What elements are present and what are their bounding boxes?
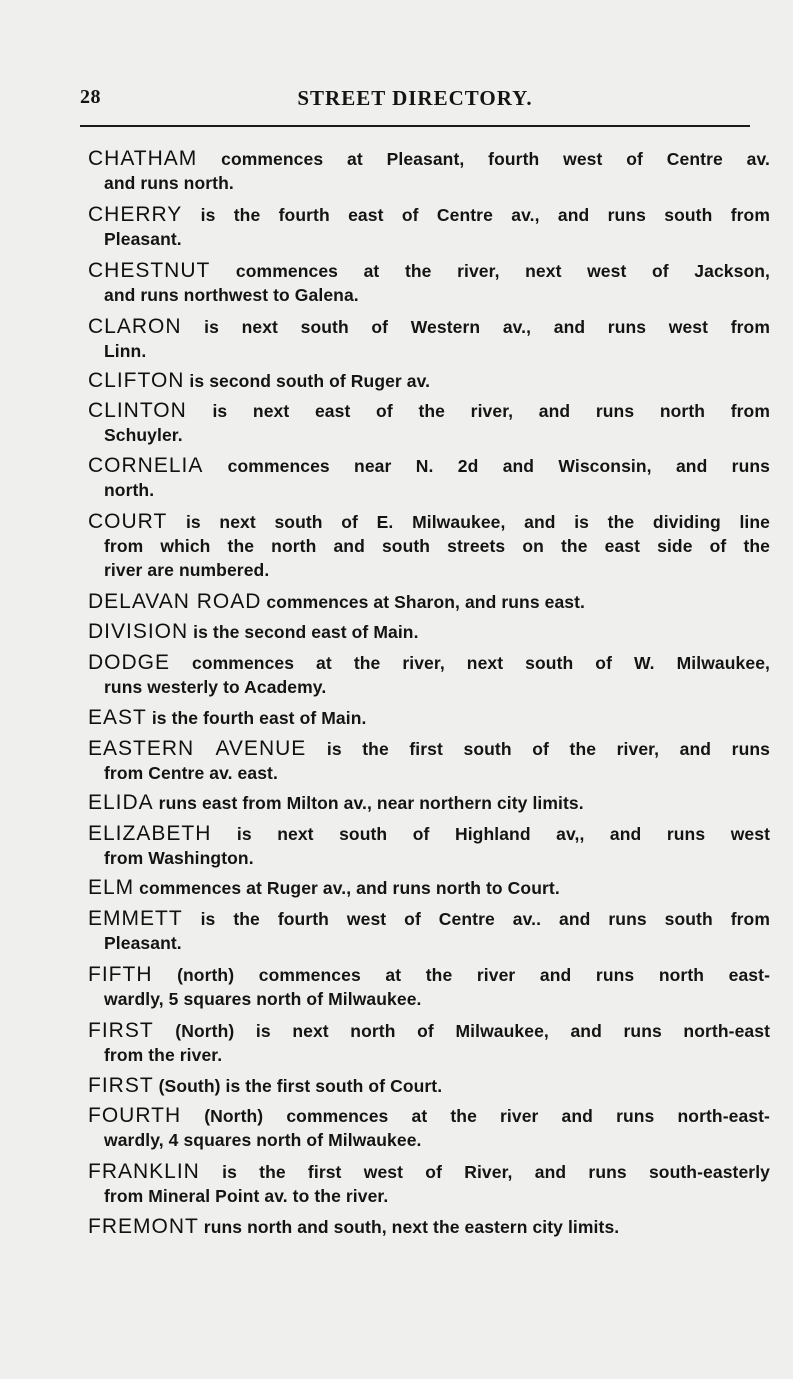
- street-name: CLINTON: [88, 399, 187, 422]
- entry-text: is next east of the river, and runs north from: [186, 401, 770, 421]
- entry-text: from the river.: [104, 1045, 223, 1065]
- street-entry: [88, 1019, 770, 1067]
- street-name: CHATHAM: [88, 147, 198, 170]
- entry-text: is the fourth east of Main.: [146, 708, 367, 728]
- street-entry: [88, 706, 770, 730]
- street-entry: [88, 369, 770, 393]
- street-entry: [88, 147, 770, 195]
- street-name: CHERRY: [88, 203, 183, 226]
- street-name: DODGE: [88, 651, 171, 674]
- entry-text: Linn.: [104, 341, 147, 361]
- entry-text: Pleasant.: [104, 933, 182, 953]
- street-name: CORNELIA: [88, 454, 204, 477]
- entry-text: is next south of Highland av,, and runs west: [211, 824, 770, 844]
- entry-text: is the first south of the river, and runs: [306, 739, 770, 759]
- street-name: EAST: [88, 706, 147, 729]
- entry-text: commences at Pleasant, fourth west of Centre av.: [197, 149, 770, 169]
- street-name: CLARON: [88, 315, 182, 338]
- entry-text: runs north and south, next the eastern city limits.: [198, 1217, 620, 1237]
- entry-text: (North) is next north of Milwaukee, and runs north-east: [153, 1021, 770, 1041]
- street-entry: [88, 822, 770, 870]
- street-name: DIVISION: [88, 620, 189, 643]
- entry-text: is the fourth west of Centre av.. and runs south from: [182, 909, 770, 929]
- entry-text: and runs northwest to Galena.: [104, 285, 359, 305]
- entry-text: is the second east of Main.: [188, 622, 419, 642]
- entry-text: from Mineral Point av. to the river.: [104, 1186, 389, 1206]
- entry-text: runs westerly to Academy.: [104, 677, 327, 697]
- street-entry: [88, 1215, 770, 1239]
- street-entry: [88, 651, 770, 699]
- entry-text: (South) is the first south of Court.: [153, 1076, 443, 1096]
- entry-text: (north) commences at the river and runs north east-: [152, 965, 770, 985]
- entry-text: is second south of Ruger av.: [184, 371, 431, 391]
- entry-text: commences at Sharon, and runs east.: [261, 592, 586, 612]
- street-name: ELIDA: [88, 791, 154, 814]
- street-name: FIRST: [88, 1019, 154, 1042]
- entry-text: commences at Ruger av., and runs north to Court.: [134, 878, 560, 898]
- entry-text: is next south of Western av., and runs west from: [181, 317, 770, 337]
- page-number: 28: [80, 86, 101, 108]
- street-entry: [88, 399, 770, 447]
- entry-text: is the fourth east of Centre av., and runs south from: [182, 205, 770, 225]
- street-entry: [88, 907, 770, 955]
- street-name: CLIFTON: [88, 369, 185, 392]
- street-entry: [88, 737, 770, 785]
- entry-text: (North) commences at the river and runs north-east-: [181, 1106, 770, 1126]
- street-entry: [88, 876, 770, 900]
- entry-text: is next south of E. Milwaukee, and is the dividing line: [167, 512, 770, 532]
- street-entry: [88, 1104, 770, 1152]
- header-rule: [80, 125, 750, 127]
- entry-text: from Centre av. east.: [104, 763, 278, 783]
- entry-text: wardly, 4 squares north of Milwaukee.: [104, 1130, 422, 1150]
- street-name: FRANKLIN: [88, 1160, 200, 1183]
- street-entry: [88, 1160, 770, 1208]
- street-name: ELIZABETH: [88, 822, 212, 845]
- entry-text: Schuyler.: [104, 425, 183, 445]
- street-name: EASTERN AVENUE: [88, 737, 307, 760]
- street-name: ELM: [88, 876, 135, 899]
- entry-text: wardly, 5 squares north of Milwaukee.: [104, 989, 422, 1009]
- entry-text: and runs north.: [104, 173, 234, 193]
- street-name: FIRST: [88, 1074, 154, 1097]
- street-entry: [88, 963, 770, 1011]
- street-name: COURT: [88, 510, 168, 533]
- entry-text: commences near N. 2d and Wisconsin, and runs: [203, 456, 770, 476]
- street-name: FREMONT: [88, 1215, 199, 1238]
- street-name: DELAVAN ROAD: [88, 590, 262, 613]
- entry-text: from Washington.: [104, 848, 254, 868]
- street-name: FIFTH: [88, 963, 153, 986]
- entry-text: runs east from Milton av., near northern city limits.: [153, 793, 584, 813]
- street-entry: [88, 590, 770, 614]
- entry-text: north.: [104, 480, 155, 500]
- street-entry: [88, 259, 770, 307]
- street-entry: [88, 620, 770, 644]
- street-entry: [88, 203, 770, 251]
- entry-text: river are numbered.: [104, 560, 270, 580]
- entry-text: commences at the river, next south of W. Milwaukee,: [170, 653, 770, 673]
- entry-text: is the first west of River, and runs south-easterly: [199, 1162, 770, 1182]
- street-name: CHESTNUT: [88, 259, 211, 282]
- entry-text: from which the north and south streets on the east side of the: [104, 536, 770, 556]
- street-entry: [88, 454, 770, 502]
- street-name: EMMETT: [88, 907, 183, 930]
- street-entry: [88, 1074, 770, 1098]
- entry-text: Pleasant.: [104, 229, 182, 249]
- entry-text: commences at the river, next west of Jackson,: [210, 261, 770, 281]
- page-header: [80, 86, 750, 120]
- street-entry: [88, 315, 770, 363]
- running-title: STREET DIRECTORY.: [297, 86, 533, 110]
- street-entry: [88, 791, 770, 815]
- street-entry: [88, 510, 770, 582]
- street-name: FOURTH: [88, 1104, 182, 1127]
